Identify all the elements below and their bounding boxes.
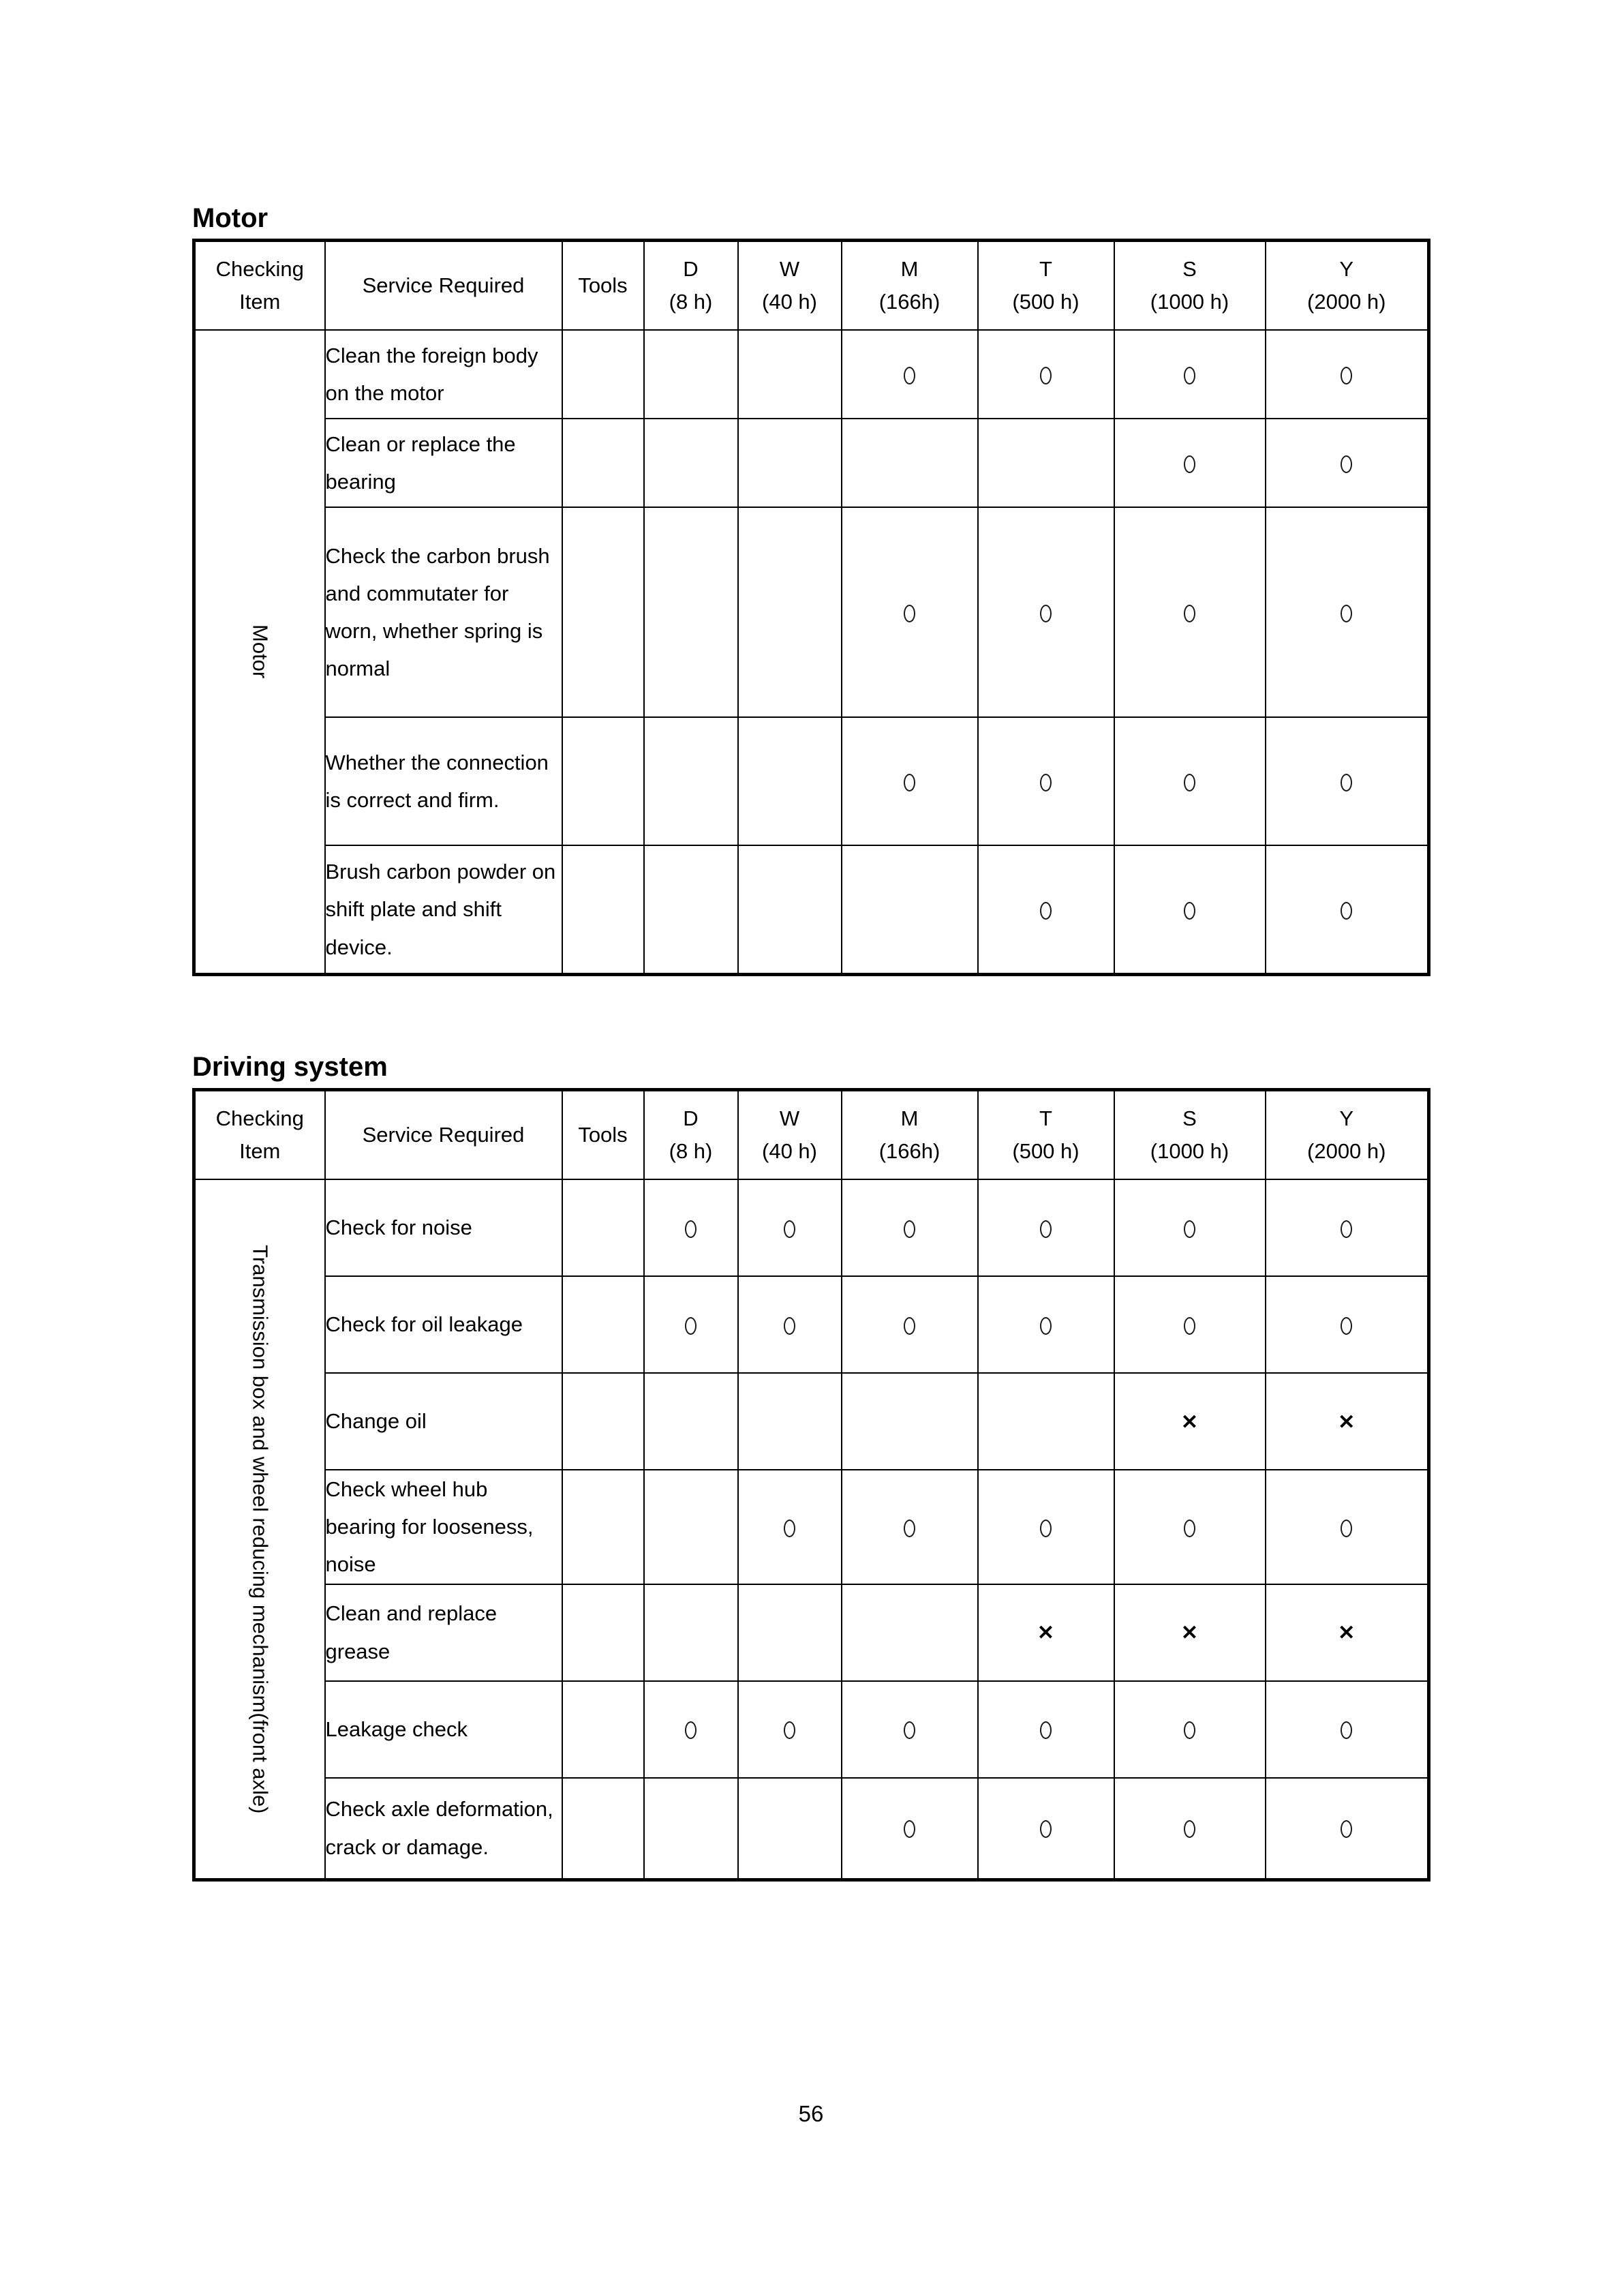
mark-cell-d	[644, 419, 738, 507]
mark-cell-d	[644, 845, 738, 975]
interval-code-w: W	[779, 1106, 800, 1130]
column-header-interval-s	[1114, 241, 1266, 331]
mark-cell-m	[842, 419, 978, 507]
mark-cell-m	[842, 1470, 978, 1584]
interval-code-m: M	[900, 256, 919, 281]
tools-cell	[562, 1179, 644, 1276]
mark-cell-w	[738, 1778, 842, 1880]
mark-cell-y	[1266, 845, 1429, 975]
mark-cell-m	[842, 1584, 978, 1681]
circle-mark-icon	[1341, 367, 1352, 384]
maintenance-table-driving-system	[192, 1088, 1430, 1882]
column-header-interval-y	[1266, 1090, 1429, 1180]
mark-cell-t	[978, 1276, 1114, 1373]
circle-mark-icon	[904, 1317, 915, 1335]
circle-mark-icon	[1341, 1520, 1352, 1537]
circle-mark-icon	[1040, 367, 1052, 384]
column-header-checking-item	[194, 241, 325, 331]
mark-cell-d	[644, 1470, 738, 1584]
mark-cell-w	[738, 419, 842, 507]
mark-cell-s	[1114, 1373, 1266, 1470]
column-header-interval-w	[738, 241, 842, 331]
tools-cell	[562, 1681, 644, 1778]
mark-cell-m	[842, 1373, 978, 1470]
interval-hours-t: (500 h)	[1012, 290, 1080, 314]
column-header-tools: Tools	[562, 241, 644, 331]
circle-mark-icon	[1040, 1721, 1052, 1739]
circle-mark-icon	[1184, 774, 1195, 791]
interval-hours-w: (40 h)	[762, 1139, 817, 1163]
circle-mark-icon	[904, 774, 915, 791]
service-required-cell: Clean and replace grease	[325, 1584, 562, 1681]
cross-mark-icon: ✕	[1180, 1622, 1199, 1645]
mark-cell-m	[842, 717, 978, 845]
maintenance-table-motor	[192, 239, 1430, 976]
section-heading-motor: Motor	[192, 203, 269, 233]
circle-mark-icon	[904, 1220, 915, 1238]
circle-mark-icon	[784, 1721, 795, 1739]
interval-code-y: Y	[1339, 256, 1354, 281]
circle-mark-icon	[784, 1317, 795, 1335]
circle-mark-icon	[1184, 1317, 1195, 1335]
table-row	[194, 507, 1429, 717]
checking-item-line2: Item	[239, 1139, 281, 1163]
service-required-cell: Whether the connection is correct and firm.	[325, 717, 562, 845]
interval-code-m: M	[900, 1106, 919, 1130]
mark-cell-w	[738, 717, 842, 845]
interval-hours-d: (8 h)	[669, 1139, 713, 1163]
circle-mark-icon	[685, 1317, 697, 1335]
mark-cell-t	[978, 330, 1114, 419]
mark-cell-w	[738, 845, 842, 975]
mark-cell-y	[1266, 1179, 1429, 1276]
interval-code-y: Y	[1339, 1106, 1354, 1130]
circle-mark-icon	[1341, 774, 1352, 791]
interval-code-d: D	[683, 256, 699, 281]
circle-mark-icon	[904, 1520, 915, 1537]
circle-mark-icon	[685, 1721, 697, 1739]
tools-cell	[562, 507, 644, 717]
mark-cell-s	[1114, 845, 1266, 975]
mark-cell-w	[738, 1276, 842, 1373]
service-required-cell: Clean the foreign body on the motor	[325, 330, 562, 419]
table-header-row	[194, 241, 1429, 331]
circle-mark-icon	[1184, 455, 1195, 473]
mark-cell-t	[978, 1681, 1114, 1778]
interval-hours-w: (40 h)	[762, 290, 817, 314]
cross-mark-icon: ✕	[1037, 1622, 1055, 1645]
circle-mark-icon	[1341, 1721, 1352, 1739]
mark-cell-d	[644, 507, 738, 717]
checking-item-line1: Checking	[215, 1106, 304, 1130]
interval-hours-y: (2000 h)	[1307, 290, 1386, 314]
circle-mark-icon	[1184, 1220, 1195, 1238]
column-header-interval-d	[644, 241, 738, 331]
interval-code-w: W	[779, 256, 800, 281]
column-header-tools: Tools	[562, 1090, 644, 1180]
service-required-cell: Check axle deformation, crack or damage.	[325, 1778, 562, 1880]
cross-mark-icon: ✕	[1338, 1622, 1356, 1645]
mark-cell-m	[842, 330, 978, 419]
mark-cell-d	[644, 1778, 738, 1880]
mark-cell-s	[1114, 1276, 1266, 1373]
mark-cell-d	[644, 1681, 738, 1778]
column-header-interval-d	[644, 1090, 738, 1180]
mark-cell-s	[1114, 1778, 1266, 1880]
page-number: 56	[798, 2101, 824, 2126]
mark-cell-t	[978, 717, 1114, 845]
interval-code-t: T	[1039, 256, 1052, 281]
circle-mark-icon	[904, 1721, 915, 1739]
column-header-interval-w	[738, 1090, 842, 1180]
mark-cell-s	[1114, 507, 1266, 717]
table-row	[194, 1778, 1429, 1880]
circle-mark-icon	[685, 1220, 697, 1238]
mark-cell-y	[1266, 507, 1429, 717]
circle-mark-icon	[1040, 1317, 1052, 1335]
mark-cell-y	[1266, 1681, 1429, 1778]
circle-mark-icon	[1184, 367, 1195, 384]
mark-cell-d	[644, 1373, 738, 1470]
service-required-cell: Check for oil leakage	[325, 1276, 562, 1373]
mark-cell-s	[1114, 1681, 1266, 1778]
mark-cell-d	[644, 1179, 738, 1276]
column-header-interval-y	[1266, 241, 1429, 331]
mark-cell-t	[978, 1373, 1114, 1470]
service-required-cell: Brush carbon powder on shift plate and shift device.	[325, 845, 562, 975]
mark-cell-s	[1114, 330, 1266, 419]
mark-cell-y	[1266, 1778, 1429, 1880]
mark-cell-w	[738, 1373, 842, 1470]
tools-cell	[562, 1373, 644, 1470]
mark-cell-m	[842, 507, 978, 717]
mark-cell-m	[842, 1276, 978, 1373]
column-header-interval-m	[842, 241, 978, 331]
mark-cell-t	[978, 1470, 1114, 1584]
circle-mark-icon	[904, 1820, 915, 1838]
tools-cell	[562, 1584, 644, 1681]
circle-mark-icon	[1341, 1220, 1352, 1238]
circle-mark-icon	[1184, 605, 1195, 622]
mark-cell-y	[1266, 1584, 1429, 1681]
mark-cell-t	[978, 1179, 1114, 1276]
interval-hours-m: (166h)	[878, 290, 940, 314]
circle-mark-icon	[1341, 605, 1352, 622]
mark-cell-w	[738, 507, 842, 717]
section-heading-driving-system: Driving system	[192, 1052, 388, 1082]
column-header-interval-s	[1114, 1090, 1266, 1180]
table-row	[194, 1470, 1429, 1584]
mark-cell-y	[1266, 330, 1429, 419]
mark-cell-y	[1266, 1373, 1429, 1470]
table-row	[194, 1681, 1429, 1778]
tools-cell	[562, 330, 644, 419]
checking-item-line2: Item	[239, 290, 281, 314]
circle-mark-icon	[1341, 455, 1352, 473]
mark-cell-t	[978, 507, 1114, 717]
circle-mark-icon	[904, 367, 915, 384]
column-header-interval-t	[978, 1090, 1114, 1180]
interval-hours-t: (500 h)	[1012, 1139, 1080, 1163]
checking-item-line1: Checking	[215, 256, 304, 281]
mark-cell-w	[738, 1681, 842, 1778]
category-label-transmission-box	[194, 1179, 325, 1879]
mark-cell-w	[738, 330, 842, 419]
interval-code-t: T	[1039, 1106, 1052, 1130]
circle-mark-icon	[1040, 1820, 1052, 1838]
circle-mark-icon	[1184, 902, 1195, 920]
circle-mark-icon	[1341, 1820, 1352, 1838]
circle-mark-icon	[1040, 774, 1052, 791]
circle-mark-icon	[784, 1220, 795, 1238]
service-required-cell: Change oil	[325, 1373, 562, 1470]
circle-mark-icon	[1040, 1520, 1052, 1537]
mark-cell-m	[842, 1179, 978, 1276]
service-required-cell: Leakage check	[325, 1681, 562, 1778]
mark-cell-d	[644, 330, 738, 419]
category-label-text: Transmission box and wheel reducing mechanism(front axle)	[248, 1244, 273, 1814]
service-required-cell: Check the carbon brush and commutater for worn, whether spring is normal	[325, 507, 562, 717]
service-required-cell: Check for noise	[325, 1179, 562, 1276]
circle-mark-icon	[904, 605, 915, 622]
tools-cell	[562, 419, 644, 507]
circle-mark-icon	[1184, 1820, 1195, 1838]
tools-cell	[562, 1470, 644, 1584]
interval-code-s: S	[1182, 256, 1197, 281]
table-row	[194, 845, 1429, 975]
circle-mark-icon	[1040, 902, 1052, 920]
mark-cell-s	[1114, 1179, 1266, 1276]
circle-mark-icon	[1184, 1721, 1195, 1739]
mark-cell-t	[978, 419, 1114, 507]
category-label-text: Motor	[248, 624, 273, 679]
tools-cell	[562, 1276, 644, 1373]
mark-cell-m	[842, 845, 978, 975]
mark-cell-s	[1114, 1470, 1266, 1584]
column-header-interval-m	[842, 1090, 978, 1180]
mark-cell-t	[978, 1778, 1114, 1880]
table-row	[194, 330, 1429, 419]
circle-mark-icon	[1184, 1520, 1195, 1537]
mark-cell-t	[978, 1584, 1114, 1681]
mark-cell-m	[842, 1778, 978, 1880]
mark-cell-y	[1266, 419, 1429, 507]
service-required-cell: Clean or replace the bearing	[325, 419, 562, 507]
cross-mark-icon: ✕	[1180, 1410, 1199, 1434]
column-header-service-required: Service Required	[325, 1090, 562, 1180]
mark-cell-s	[1114, 717, 1266, 845]
mark-cell-m	[842, 1681, 978, 1778]
mark-cell-w	[738, 1179, 842, 1276]
mark-cell-s	[1114, 419, 1266, 507]
circle-mark-icon	[1040, 605, 1052, 622]
table-row	[194, 717, 1429, 845]
category-label-motor	[194, 330, 325, 975]
column-header-interval-t	[978, 241, 1114, 331]
interval-hours-d: (8 h)	[669, 290, 713, 314]
mark-cell-y	[1266, 1470, 1429, 1584]
mark-cell-y	[1266, 717, 1429, 845]
circle-mark-icon	[1040, 1220, 1052, 1238]
mark-cell-s	[1114, 1584, 1266, 1681]
tools-cell	[562, 845, 644, 975]
cross-mark-icon: ✕	[1338, 1410, 1356, 1434]
mark-cell-t	[978, 845, 1114, 975]
circle-mark-icon	[784, 1520, 795, 1537]
mark-cell-d	[644, 1276, 738, 1373]
column-header-checking-item	[194, 1090, 325, 1180]
service-required-cell: Check wheel hub bearing for looseness, noise	[325, 1470, 562, 1584]
circle-mark-icon	[1341, 902, 1352, 920]
table-row	[194, 1179, 1429, 1276]
interval-hours-m: (166h)	[878, 1139, 940, 1163]
tools-cell	[562, 1778, 644, 1880]
interval-hours-s: (1000 h)	[1150, 1139, 1229, 1163]
mark-cell-y	[1266, 1276, 1429, 1373]
table-header-row	[194, 1090, 1429, 1180]
mark-cell-w	[738, 1584, 842, 1681]
interval-code-s: S	[1182, 1106, 1197, 1130]
interval-hours-s: (1000 h)	[1150, 290, 1229, 314]
table-row	[194, 1276, 1429, 1373]
table-row	[194, 419, 1429, 507]
interval-code-d: D	[683, 1106, 699, 1130]
column-header-service-required: Service Required	[325, 241, 562, 331]
circle-mark-icon	[1341, 1317, 1352, 1335]
table-row	[194, 1584, 1429, 1681]
mark-cell-d	[644, 717, 738, 845]
interval-hours-y: (2000 h)	[1307, 1139, 1386, 1163]
tools-cell	[562, 717, 644, 845]
mark-cell-d	[644, 1584, 738, 1681]
mark-cell-w	[738, 1470, 842, 1584]
table-row	[194, 1373, 1429, 1470]
